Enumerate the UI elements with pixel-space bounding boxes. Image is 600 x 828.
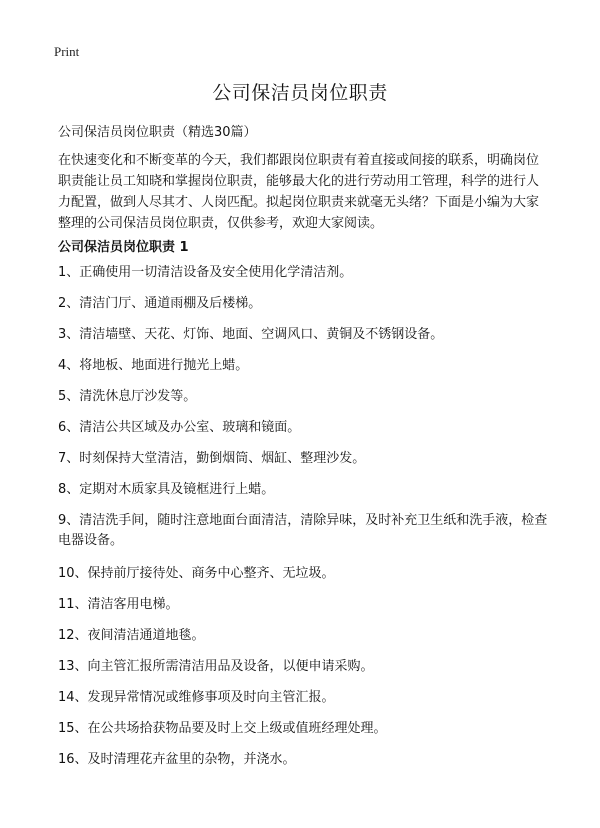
duty-list xyxy=(58,263,548,781)
list-item: 8、定期对木质家具及镜框进行上蜡。 xyxy=(58,482,275,497)
list-item: 12、夜间清洁通道地毯。 xyxy=(58,628,205,643)
list-item: 14、发现异常情况或维修事项及时向主管汇报。 xyxy=(58,690,335,705)
list-item: 9、清洁洗手间，随时注意地面台面清洁，清除异味，及时补充卫生纸和洗手液，检查电器设备。 xyxy=(58,513,548,548)
section-heading: 公司保洁员岗位职责 1 xyxy=(58,240,189,255)
list-item: 5、清洗休息厅沙发等。 xyxy=(58,389,197,404)
print-link[interactable]: Print xyxy=(54,44,80,59)
list-item: 10、保持前厅接待处、商务中心整齐、无垃圾。 xyxy=(58,566,335,581)
list-item: 4、将地板、地面进行抛光上蜡。 xyxy=(58,358,249,373)
list-item: 6、清洁公共区域及办公室、玻璃和镜面。 xyxy=(58,420,301,435)
list-item: 16、及时清理花卉盆里的杂物，并浇水。 xyxy=(58,752,296,767)
list-item: 7、时刻保持大堂清洁，勤倒烟筒、烟缸、整理沙发。 xyxy=(58,451,366,466)
document-subtitle: 公司保洁员岗位职责（精选30篇） xyxy=(58,125,257,140)
list-item: 15、在公共场拾获物品要及时上交上级或值班经理处理。 xyxy=(58,721,387,736)
page-title: 公司保洁员岗位职责 xyxy=(212,82,388,104)
intro-paragraph: 在快速变化和不断变革的今天，我们都跟岗位职责有着直接或间接的联系，明确岗位职责能让员工知晓和掌握岗位职责，能够最大化的进行劳动用工管理，科学的进行人力配置，做到人尽其才、人岗匹配。拟起岗位职责来就毫无头绪？下面是小编为大家整理的公司保洁员岗位职责，仅供参考，欢迎大家阅读。 xyxy=(58,153,540,231)
list-item: 13、向主管汇报所需清洁用品及设备，以便申请采购。 xyxy=(58,659,374,674)
list-item: 1、正确使用一切清洁设备及安全使用化学清洁剂。 xyxy=(58,265,353,280)
list-item: 2、清洁门厅、通道雨棚及后楼梯。 xyxy=(58,296,262,311)
list-item: 11、清洁客用电梯。 xyxy=(58,597,179,612)
list-item: 3、清洁墙壁、天花、灯饰、地面、空调风口、黄铜及不锈钢设备。 xyxy=(58,327,444,342)
